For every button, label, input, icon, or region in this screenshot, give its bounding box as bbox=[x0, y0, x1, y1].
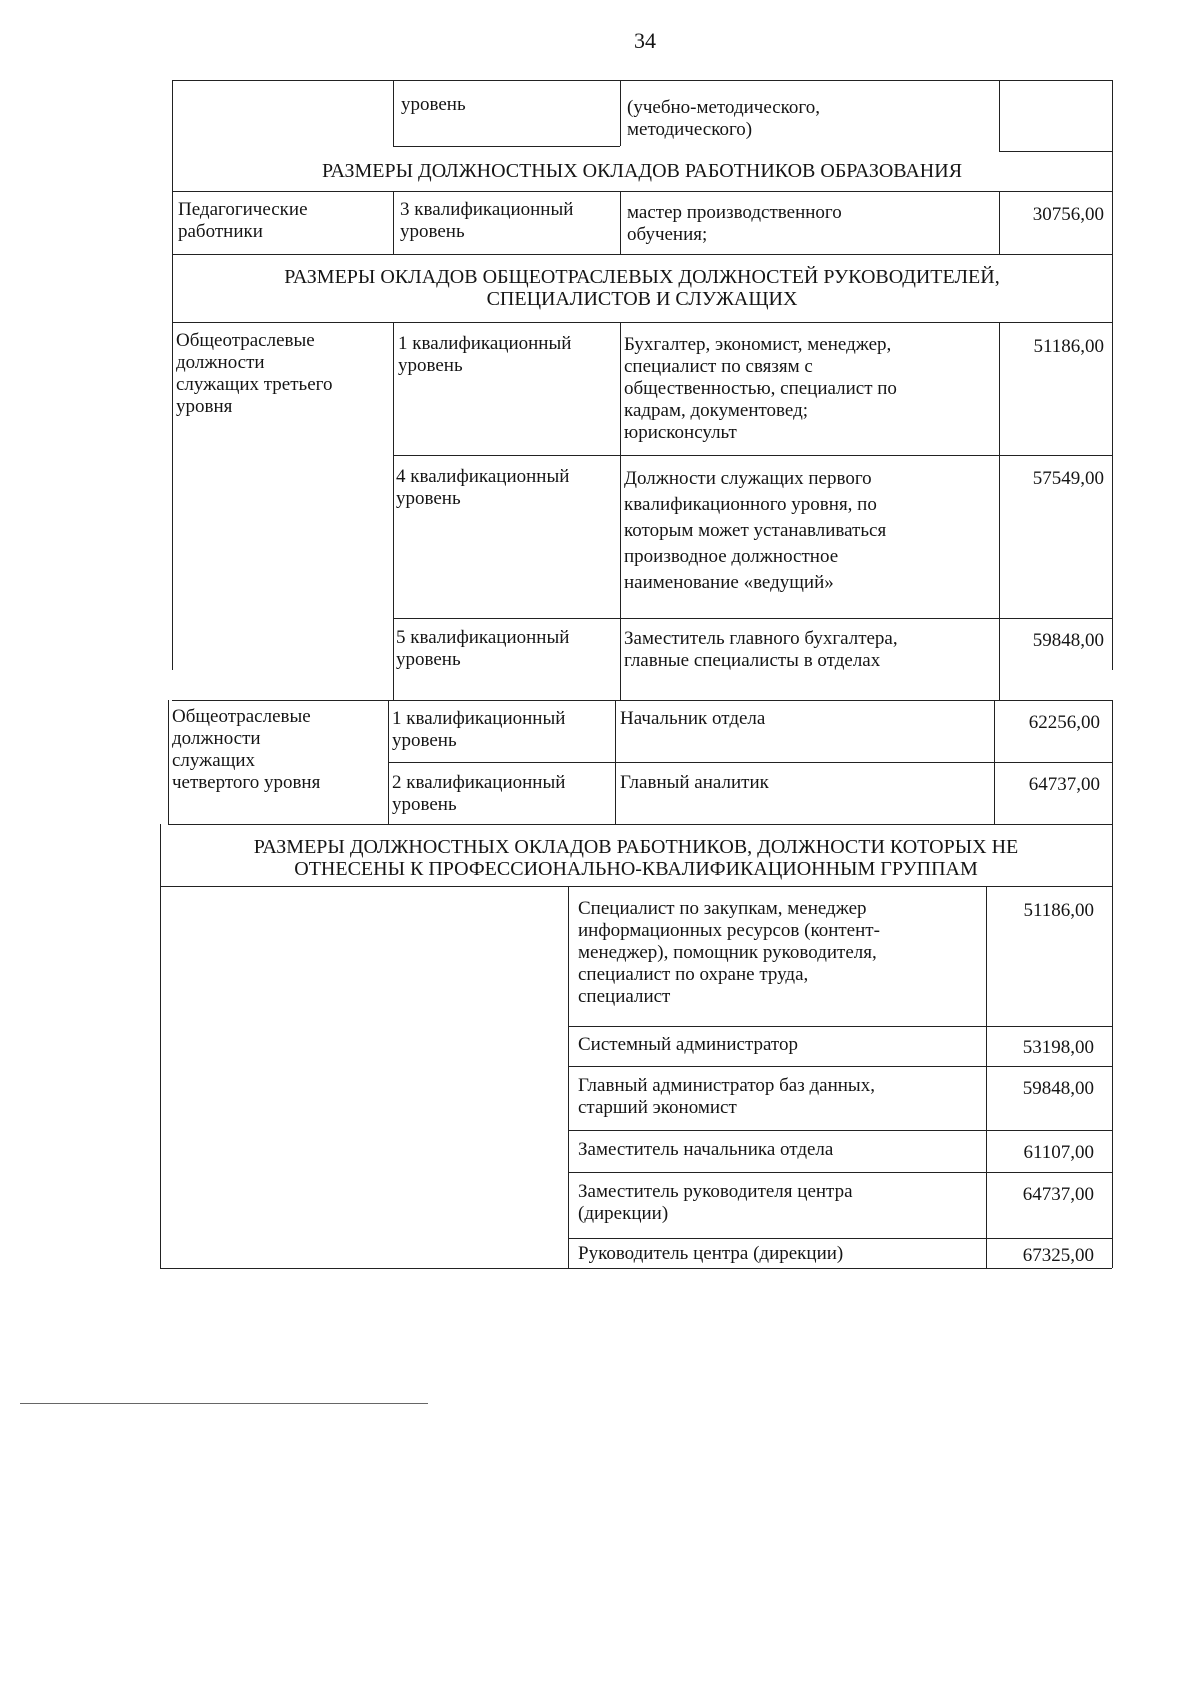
table-cell-salary: 57549,00 bbox=[1032, 468, 1104, 489]
table-cell-position: Руководитель центра (дирекции) bbox=[578, 1243, 844, 1264]
table-cell-group: Педагогические работники bbox=[178, 199, 308, 242]
table-cell-salary: 51186,00 bbox=[1023, 900, 1094, 921]
table-cell-position: Специалист по закупкам, менеджер информационных ресурсов (контент- менеджер), помощник руководителя, специалист по охране труда, специалист bbox=[578, 898, 880, 1007]
table-cell-salary: 59848,00 bbox=[1022, 1078, 1094, 1099]
section-heading: РАЗМЕРЫ ДОЛЖНОСТНЫХ ОКЛАДОВ РАБОТНИКОВ ОБРАЗОВАНИЯ bbox=[321, 160, 963, 182]
table-cell-level: уровень bbox=[401, 94, 466, 115]
table-cell-position: Должности служащих первого квалификационного уровня, по которым может устанавливаться производное должностное наименование «ведущий» bbox=[624, 468, 887, 593]
table-cell-position: (учебно-методического, методического) bbox=[627, 97, 821, 140]
page-number: 34 bbox=[634, 28, 656, 53]
table-cell-level: 1 квалификационный уровень bbox=[392, 708, 566, 751]
table-cell-salary: 53198,00 bbox=[1022, 1037, 1094, 1058]
table-cell-position: Заместитель руководителя центра (дирекции) bbox=[578, 1181, 853, 1224]
table-cell-salary: 61107,00 bbox=[1023, 1142, 1094, 1163]
table-cell-level: 2 квалификационный уровень bbox=[392, 772, 566, 815]
table-cell-salary: 64737,00 bbox=[1022, 1184, 1094, 1205]
table-cell-position: мастер производственного обучения; bbox=[627, 202, 842, 245]
footnote-separator bbox=[20, 1403, 428, 1404]
section-heading: РАЗМЕРЫ ДОЛЖНОСТНЫХ ОКЛАДОВ РАБОТНИКОВ, ДОЛЖНОСТИ КОТОРЫХ НЕ ОТНЕСЕНЫ К ПРОФЕССИОНАЛЬНО-КВАЛИФИКАЦИОННЫМ ГРУППАМ bbox=[253, 836, 1019, 880]
table-cell-level: 3 квалификационный уровень bbox=[400, 199, 574, 242]
table-cell-level: 4 квалификационный уровень bbox=[396, 466, 570, 509]
table-cell-position: Бухгалтер, экономист, менеджер, специалист по связям с общественностью, специалист по кадрам, документовед; юрисконсульт bbox=[624, 334, 897, 443]
table-cell-position: Заместитель главного бухгалтера, главные специалисты в отделах bbox=[624, 628, 898, 671]
table-cell-salary: 51186,00 bbox=[1033, 336, 1104, 357]
table-cell-position: Заместитель начальника отдела bbox=[578, 1139, 834, 1160]
table-cell-position: Главный аналитик bbox=[620, 772, 769, 793]
section-heading: РАЗМЕРЫ ОКЛАДОВ ОБЩЕОТРАСЛЕВЫХ ДОЛЖНОСТЕЙ РУКОВОДИТЕЛЕЙ, СПЕЦИАЛИСТОВ И СЛУЖАЩИХ bbox=[284, 266, 1000, 310]
table-cell-salary: 64737,00 bbox=[1028, 774, 1100, 795]
table-cell-position: Главный администратор баз данных, старший экономист bbox=[578, 1075, 875, 1118]
table-cell-salary: 62256,00 bbox=[1028, 712, 1100, 733]
table-cell-group: Общеотраслевые должности служащих четвертого уровня bbox=[172, 706, 321, 793]
table-cell-salary: 67325,00 bbox=[1022, 1245, 1094, 1266]
table-cell-salary: 30756,00 bbox=[1032, 204, 1104, 225]
table-cell-position: Начальник отдела bbox=[620, 708, 766, 729]
table-cell-level: 5 квалификационный уровень bbox=[396, 627, 570, 670]
table-cell-level: 1 квалификационный уровень bbox=[398, 333, 572, 376]
table-cell-position: Системный администратор bbox=[578, 1034, 798, 1055]
table-cell-salary: 59848,00 bbox=[1032, 630, 1104, 651]
table-cell-group: Общеотраслевые должности служащих третьего уровня bbox=[176, 330, 333, 417]
